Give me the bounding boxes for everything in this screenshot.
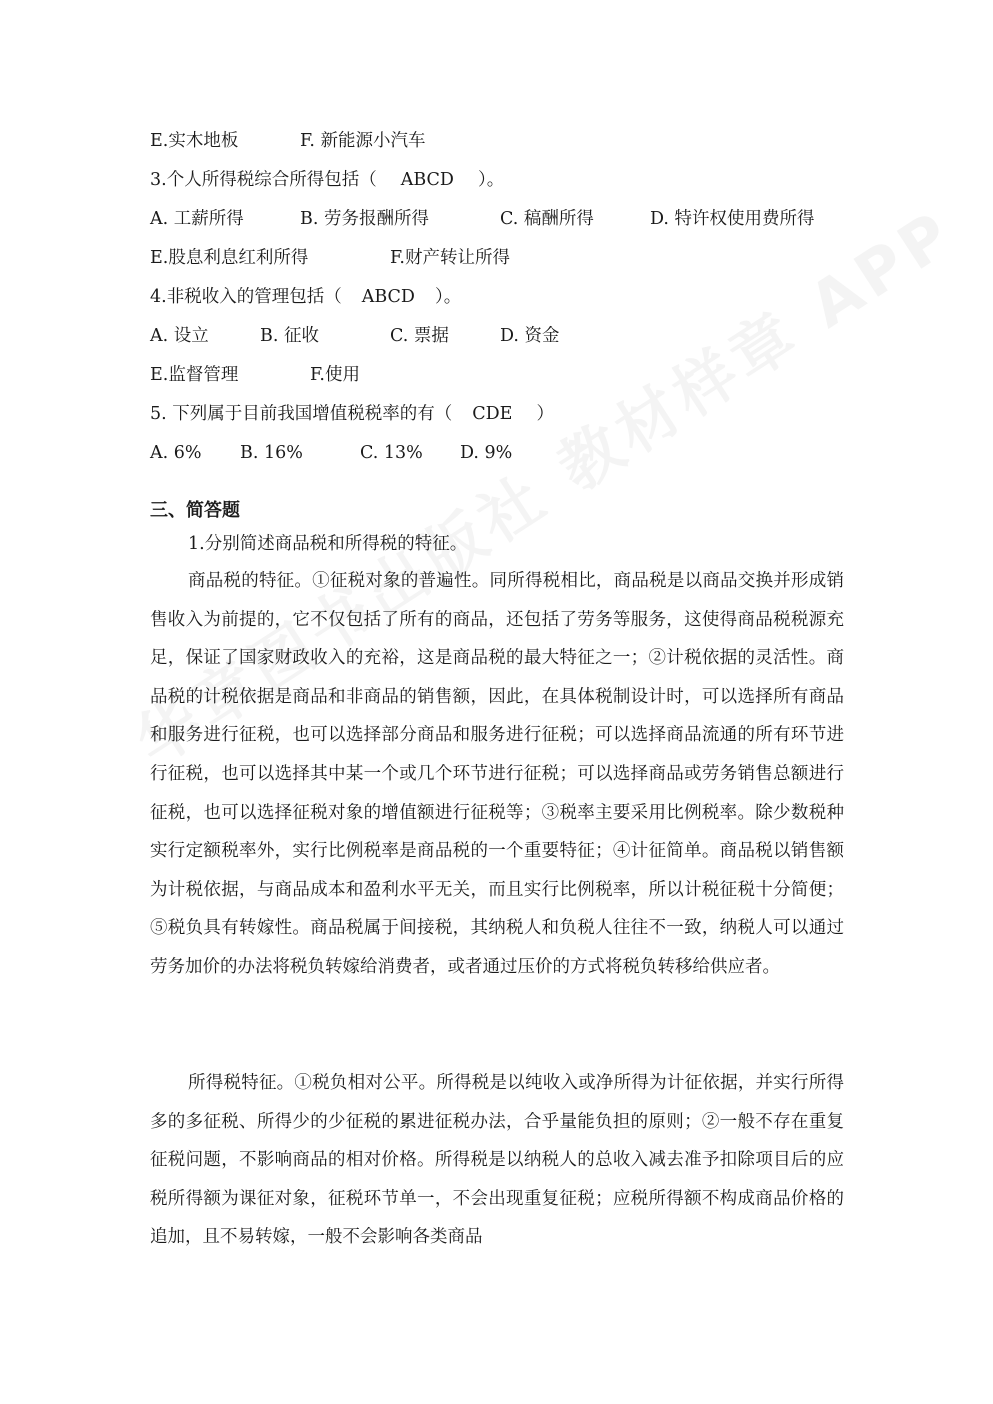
q4-close: ）。 — [434, 287, 462, 307]
q4-answer: ABCD — [361, 287, 415, 307]
q5-answer: CDE — [472, 404, 513, 424]
q2-option-e: E.实木地板 — [150, 131, 239, 151]
paragraph-commodity-tax: 商品税的特征。①征税对象的普遍性。同所得税相比，商品税是以商品交换并形成销售收入为前提的，它不仅包括了所有的商品，还包括了劳务等服务，这使得商品税税源充足，保证了国家财政收入的充裕，这是商品税的最大特征之一；②计税依据的灵活性。商品税的计税依据是商品和非商品的销售额，因此，在具体税制设计时，可以选择所有商品和服务进行征税，也可以选择部分商品和服务进行征税；可以选择商品流通的所有环节进行征税，也可以选择其中某一个或几个环节进行征税；可以选择商品或劳务销售总额进行征税，也可以选择征税对象的增值额进行征税等；③税率主要采用比例税率。除少数税种实行定额税率外，实行比例税率是商品税的一个重要特征；④计征简单。商品税以销售额为计税依据，与商品成本和盈利水平无关，而且实行比例税率，所以计税征税十分简便；⑤税负具有转嫁性。商品税属于间接税，其纳税人和负税人往往不一致，纳税人可以通过劳务加价的办法将税负转嫁给消费者，或者通过压价的方式将税负转移给供应者。 — [150, 571, 844, 977]
q5-stem: 5. 下列属于目前我国增值税税率的有（ — [150, 404, 453, 424]
q4-option-f: F.使用 — [310, 365, 360, 385]
q3-option-c: C. 稿酬所得 — [500, 209, 594, 229]
q5-question — [150, 401, 554, 427]
q3-close: ）。 — [477, 170, 505, 190]
q3-question — [150, 167, 504, 193]
q4-option-c: C. 票据 — [390, 326, 449, 346]
q3-option-b: B. 劳务报酬所得 — [300, 209, 429, 229]
q2-option-f: F. 新能源小汽车 — [300, 131, 426, 151]
q3-option-f: F.财产转让所得 — [390, 248, 510, 268]
q4-stem: 4.非税收入的管理包括（ — [150, 287, 342, 307]
q4-option-a: A. 设立 — [150, 326, 209, 346]
q5-option-a: A. 6% — [150, 443, 202, 463]
q5-close: ） — [536, 404, 554, 424]
q4-option-e: E.监督管理 — [150, 365, 239, 385]
q3-option-e: E.股息利息红利所得 — [150, 248, 309, 268]
section-heading: 三、简答题 — [150, 500, 240, 521]
q4-question — [150, 284, 461, 310]
q3-option-d: D. 特许权使用费所得 — [650, 209, 815, 229]
q5-option-c: C. 13% — [360, 443, 423, 463]
q3-option-a: A. 工薪所得 — [150, 209, 244, 229]
q4-option-b: B. 征收 — [260, 326, 319, 346]
q3-answer: ABCD — [400, 170, 454, 190]
short-answer-question-1: 1.分别简述商品税和所得税的特征。 — [188, 534, 468, 554]
q5-option-d: D. 9% — [460, 443, 513, 463]
q4-option-d: D. 资金 — [500, 326, 560, 346]
q3-stem: 3.个人所得税综合所得包括（ — [150, 170, 377, 190]
q5-option-b: B. 16% — [240, 443, 303, 463]
paragraph-income-tax: 所得税特征。①税负相对公平。所得税是以纯收入或净所得为计征依据，并实行所得多的多征税、所得少的少征税的累进征税办法，合乎量能负担的原则；②一般不存在重复征税问题，不影响商品的相对价格。所得税是以纳税人的总收入减去准予扣除项目后的应税所得额为课征对象，征税环节单一，不会出现重复征税；应税所得额不构成商品价格的追加，且不易转嫁，一般不会影响各类商品 — [150, 1073, 844, 1248]
